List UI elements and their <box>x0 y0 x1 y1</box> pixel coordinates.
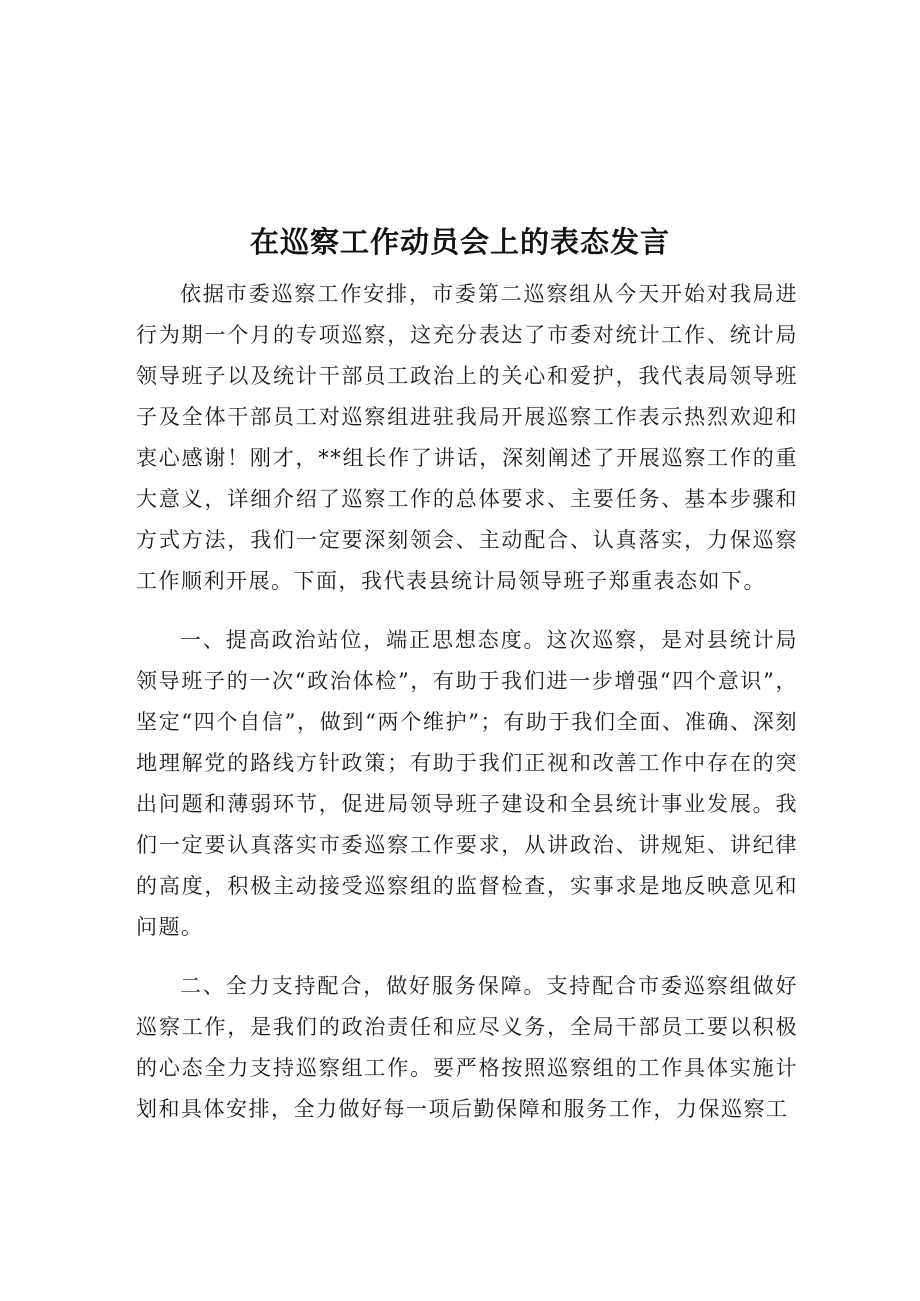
paragraph-section-one: 一、提高政治站位，端正思想态度。这次巡察，是对县统计局领导班子的一次“政治体检”，有助于我们进一步增强“四个意识”，坚定“四个自信”，做到“两个维护”；有助于我们全面、准确、深刻地理解党的路线方针政策；有助于我们正视和改善工作中存在的突出问题和薄弱环节，促进局领导班子建设和全县统计事业发展。我们一定要认真落实市委巡察工作要求，从讲政治、讲规矩、讲纪律的高度，积极主动接受巡察组的监督检查，实事求是地反映意见和问题。 <box>136 628 798 939</box>
paragraph-intro: 依据市委巡察工作安排，市委第二巡察组从今天开始对我局进行为期一个月的专项巡察，这充分表达了市委对统计工作、统计局领导班子以及统计干部员工政治上的关心和爱护，我代表局领导班子及全体干部员工对巡察组进驻我局开展巡察工作表示热烈欢迎和衷心感谢！刚才，**组长作了讲话，深刻阐述了开展巡察工作的重大意义，详细介绍了巡察工作的总体要求、主要任务、基本步骤和方式方法，我们一定要深刻领会、主动配合、认真落实，力保巡察工作顺利开展。下面，我代表县统计局领导班子郑重表态如下。 <box>136 282 798 593</box>
paragraph-section-two: 二、全力支持配合，做好服务保障。支持配合市委巡察组做好巡察工作，是我们的政治责任和应尽义务，全局干部员工要以积极的心态全力支持巡察组工作。要严格按照巡察组的工作具体实施计划和具体安排，全力做好每一项后勤保障和服务工作，力保巡察工 <box>136 974 798 1121</box>
document-title: 在巡察工作动员会上的表态发言 <box>249 225 670 259</box>
